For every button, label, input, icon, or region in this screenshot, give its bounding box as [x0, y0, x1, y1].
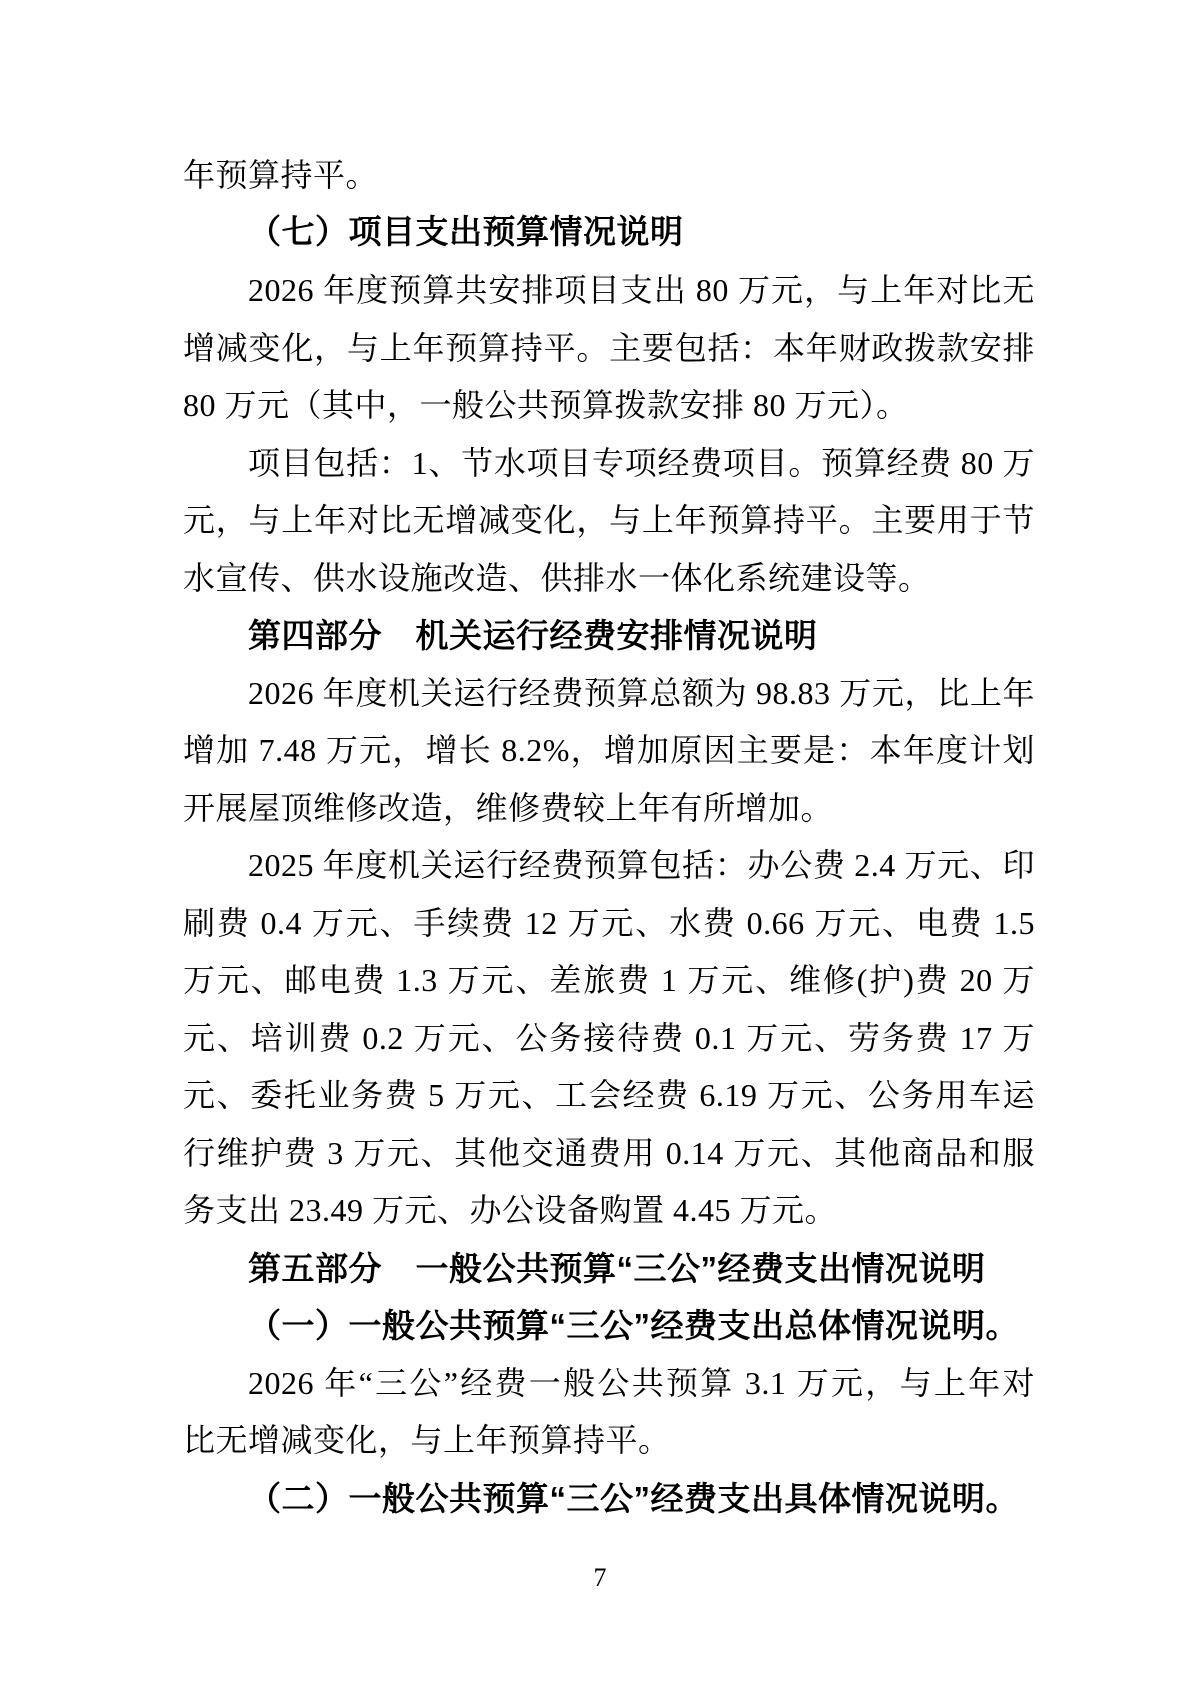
body-line: 比无增减变化，与上年预算持平。 — [183, 1422, 671, 1458]
body-line: 水宣传、供水设施改造、供排水一体化系统建设等。 — [183, 559, 931, 596]
heading-item-1: （一）一般公共预算“三公”经费支出总体情况说明。 — [248, 1307, 1019, 1344]
body-line: 2026 年度机关运行经费预算总额为 98.83 万元，比上年 — [248, 674, 1035, 711]
body-line: 刷费 0.4 万元、手续费 12 万元、水费 0.66 万元、电费 1.5 — [183, 904, 1035, 941]
body-line: 务支出 23.49 万元、办公设备购置 4.45 万元。 — [183, 1192, 838, 1228]
body-line: 2025 年度机关运行经费预算包括：办公费 2.4 万元、印 — [248, 847, 1035, 883]
body-line: 增加 7.48 万元，增长 8.2%，增加原因主要是：本年度计划 — [183, 732, 1035, 768]
body-line: 增减变化，与上年预算持平。主要包括：本年财政拨款安排 — [183, 329, 1035, 366]
body-line: 2026 年度预算共安排项目支出 80 万元，与上年对比无 — [248, 272, 1035, 308]
heading-section-4: 第四部分 机关运行经费安排情况说明 — [248, 617, 818, 654]
body-line: 行维护费 3 万元、其他交通费用 0.14 万元、其他商品和服 — [183, 1134, 1035, 1171]
body-line: 万元、邮电费 1.3 万元、差旅费 1 万元、维修(护)费 20 万 — [183, 962, 1035, 998]
heading-item-2: （二）一般公共预算“三公”经费支出具体情况说明。 — [248, 1479, 1019, 1517]
body-line: 2026 年“三公”经费一般公共预算 3.1 万元，与上年对 — [248, 1364, 1035, 1401]
heading-section-5: 第五部分 一般公共预算“三公”经费支出情况说明 — [248, 1249, 986, 1287]
body-line: 元、委托业务费 5 万元、工会经费 6.19 万元、公务用车运 — [183, 1077, 1035, 1113]
body-line: 80 万元（其中，一般公共预算拨款安排 80 万元）。 — [183, 387, 909, 423]
heading-item-7: （七）项目支出预算情况说明 — [248, 214, 684, 251]
body-line: 开展屋顶维修改造，维修费较上年有所增加。 — [183, 789, 834, 826]
body-line: 元，与上年对比无增减变化，与上年预算持平。主要用于节 — [183, 502, 1035, 538]
document-body — [183, 147, 1035, 1527]
page-number: 7 — [593, 1563, 607, 1592]
body-line: 年预算持平。 — [183, 157, 379, 193]
body-line: 元、培训费 0.2 万元、公务接待费 0.1 万元、劳务费 17 万 — [183, 1019, 1035, 1056]
body-line: 项目包括：1、节水项目专项经费项目。预算经费 80 万 — [248, 444, 1035, 481]
